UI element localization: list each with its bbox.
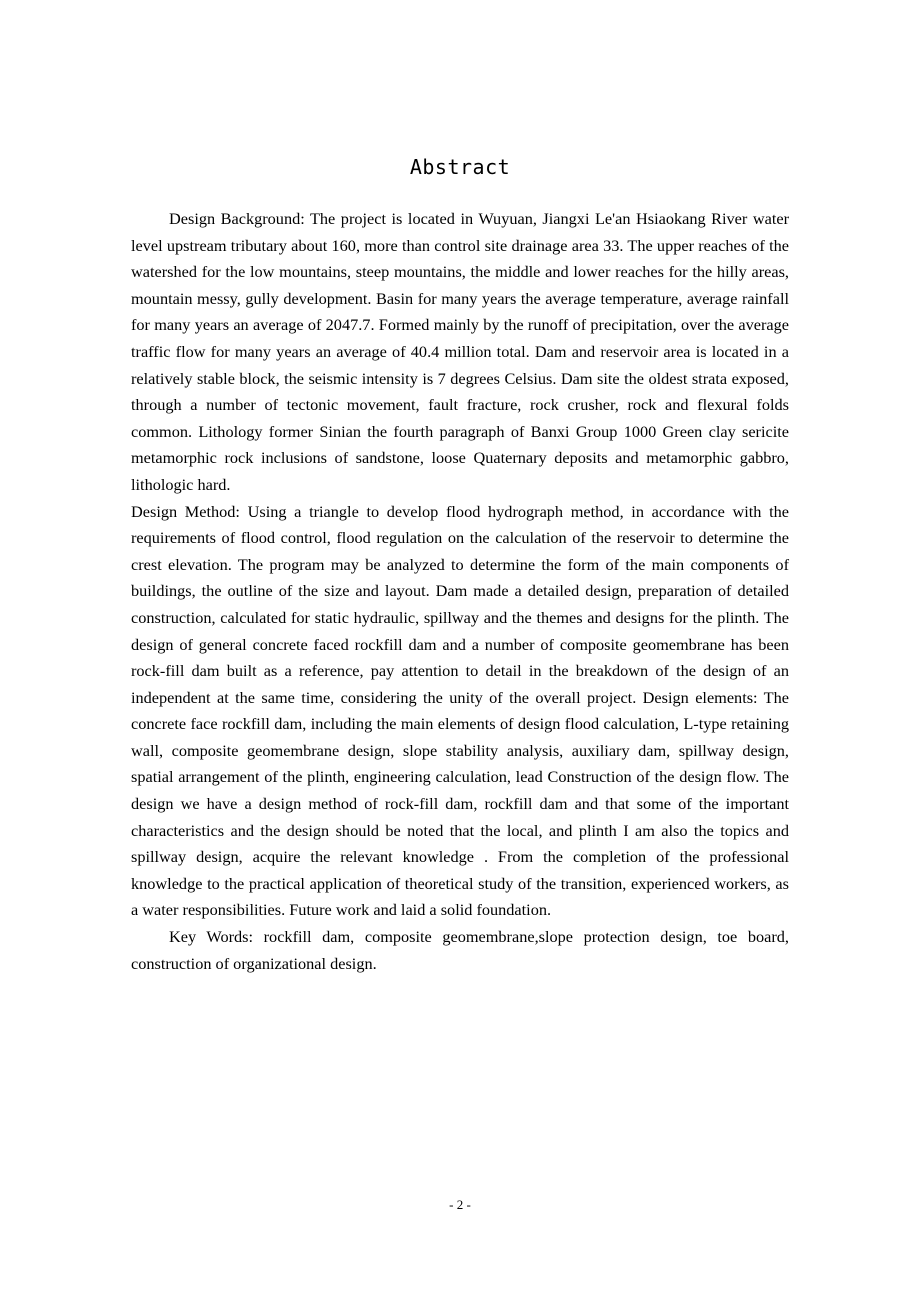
abstract-body <box>131 206 789 977</box>
paragraph-design-background: Design Background: The project is located in Wuyuan, Jiangxi Le'an Hsiaokang River water level upstream tributary about 160, more than control site drainage area 33. The upper reaches of the watershed for the low mountains, steep mountains, the middle and lower reaches for the hilly areas, mountain messy, gully development. Basin for many years the average temperature, average rainfall for many years an average of 2047.7. Formed mainly by the runoff of precipitation, over the average traffic flow for many years an average of 40.4 million total. Dam and reservoir area is located in a relatively stable block, the seismic intensity is 7 degrees Celsius. Dam site the oldest strata exposed, through a number of tectonic movement, fault fracture, rock crusher, rock and flexural folds common. Lithology former Sinian the fourth paragraph of Banxi Group 1000 Green clay sericite metamorphic rock inclusions of sandstone, loose Quaternary deposits and metamorphic gabbro, lithologic hard. <box>131 209 789 494</box>
page-title: Abstract <box>409 155 511 179</box>
page-number: - 2 - <box>449 1197 471 1212</box>
paragraph-key-words: Key Words: rockfill dam, composite geomembrane,slope protection design, toe board, construction of organizational design. <box>131 927 789 973</box>
paragraph-design-method: Design Method: Using a triangle to develop flood hydrograph method, in accordance with the requirements of flood control, flood regulation on the calculation of the reservoir to determine the crest elevation. The program may be analyzed to determine the form of the main components of buildings, the outline of the size and layout. Dam made a detailed design, preparation of detailed construction, calculated for static hydraulic, spillway and the themes and designs for the plinth. The design of general concrete faced rockfill dam and a number of composite geomembrane has been rock-fill dam built as a reference, pay attention to detail in the breakdown of the design of an independent at the same time, considering the unity of the overall project. Design elements: The concrete face rockfill dam, including the main elements of design flood calculation, L-type retaining wall, composite geomembrane design, slope stability analysis, auxiliary dam, spillway design, spatial arrangement of the plinth, engineering calculation, lead Construction of the design flow. The design we have a design method of rock-fill dam, rockfill dam and that some of the important characteristics and the design should be noted that the local, and plinth I am also the topics and spillway design, acquire the relevant knowledge . From the completion of the professional knowledge to the practical application of theoretical study of the transition, experienced workers, as a water responsibilities. Future work and laid a solid foundation. <box>131 501 789 920</box>
